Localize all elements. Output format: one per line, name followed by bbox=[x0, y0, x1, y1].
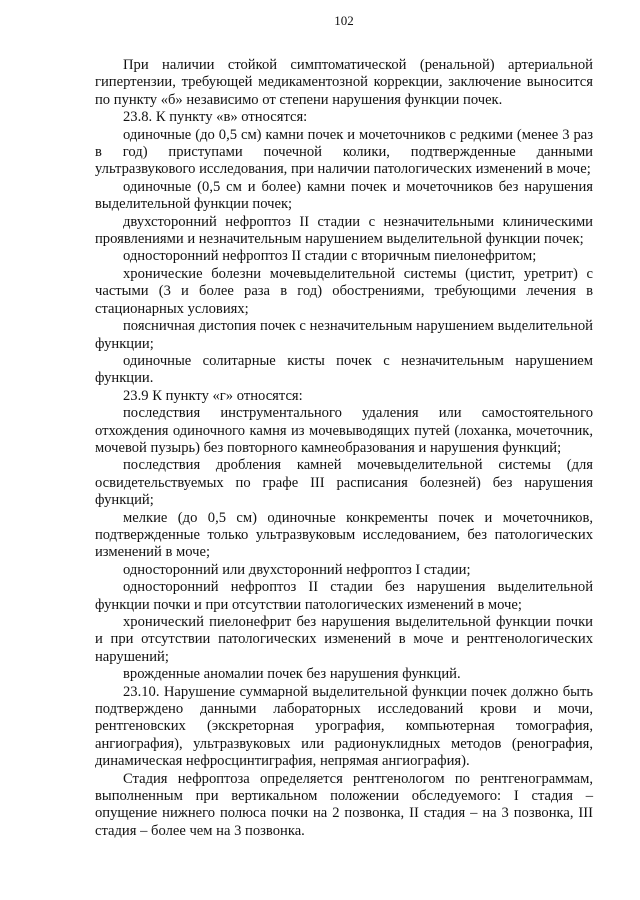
section-heading: 23.8. К пункту «в» относятся: bbox=[123, 109, 308, 126]
list-item: двухсторонний нефроптоз II стадии с незначительными клиническими проявлениями и незначительным нарушением выделительной функции почек; bbox=[95, 213, 593, 248]
paragraph: Стадия нефроптоза определяется рентгенологом по рентгенограммам, выполненным при вертикальном положении обследуемого: I стадия – опущение нижнего полюса почки на 2 позвонка, II стадия – на 3 позвонка, III стадия – более чем на 3 позвонка. bbox=[95, 770, 593, 839]
paragraph: При наличии стойкой симптоматической (ренальной) артериальной гипертензии, требующей медикаментозной коррекции, заключение выносится по пункту «б» независимо от степени нарушения функции почек. bbox=[95, 57, 593, 108]
list-item: односторонний или двухсторонний нефроптоз I стадии; bbox=[123, 561, 471, 578]
list-item: одиночные солитарные кисты почек с незначительным нарушением функции. bbox=[95, 352, 593, 387]
list-item: последствия инструментального удаления или самостоятельного отхождения одиночного камня из мочевыводящих путей (лоханка, мочеточник, мочевой пузырь) без повторного камнеобразования и нарушения функций; bbox=[95, 405, 593, 456]
list-item: односторонний нефроптоз II стадии без нарушения выделительной функции почки и при отсутствии патологических изменений в моче; bbox=[95, 579, 593, 613]
paragraph: 23.10. Нарушение суммарной выделительной функции почек должно быть подтверждено данными лабораторных исследований крови и мочи, рентгеновских (экскреторная урография, компьютерная томография, ангиография), ультразвуковых или радионуклидных методов (ренография, динамическая нефросцинтиграфия, непрямая ангиография). bbox=[95, 683, 593, 770]
page-number: 102 bbox=[334, 13, 354, 28]
list-item: одиночные (до 0,5 см) камни почек и мочеточников с редкими (менее 3 раз в год) приступами почечной колики, подтвержденные данными ультразвукового исследования, при наличии патологических изменений в моче; bbox=[95, 126, 593, 178]
section-heading: 23.9 К пункту «г» относятся: bbox=[123, 387, 303, 404]
list-item: мелкие (до 0,5 см) одиночные конкременты почек и мочеточников, подтвержденные только ультразвуковым исследованием, без патологических изменений в моче; bbox=[95, 509, 593, 561]
list-item: одиночные (0,5 см и более) камни почек и мочеточников без нарушения выделительной функции почек; bbox=[95, 178, 593, 213]
list-item: последствия дробления камней мочевыделительной системы (для освидетельствуемых по графе III расписания болезней) без нарушения функций; bbox=[95, 457, 593, 509]
list-item: односторонний нефроптоз II стадии с вторичным пиелонефритом; bbox=[123, 248, 537, 265]
list-item: поясничная дистопия почек с незначительным нарушением выделительной функции; bbox=[95, 318, 593, 352]
list-item: хронический пиелонефрит без нарушения выделительной функции почки и при отсутствии патологических изменений в моче и рентгенологических нарушений; bbox=[95, 614, 593, 665]
list-item: врожденные аномалии почек без нарушения функций. bbox=[123, 666, 461, 683]
list-item: хронические болезни мочевыделительной системы (цистит, уретрит) с частыми (3 и более раза в год) обострениями, требующими лечения в стационарных условиях; bbox=[95, 265, 593, 317]
document-body bbox=[95, 57, 593, 840]
